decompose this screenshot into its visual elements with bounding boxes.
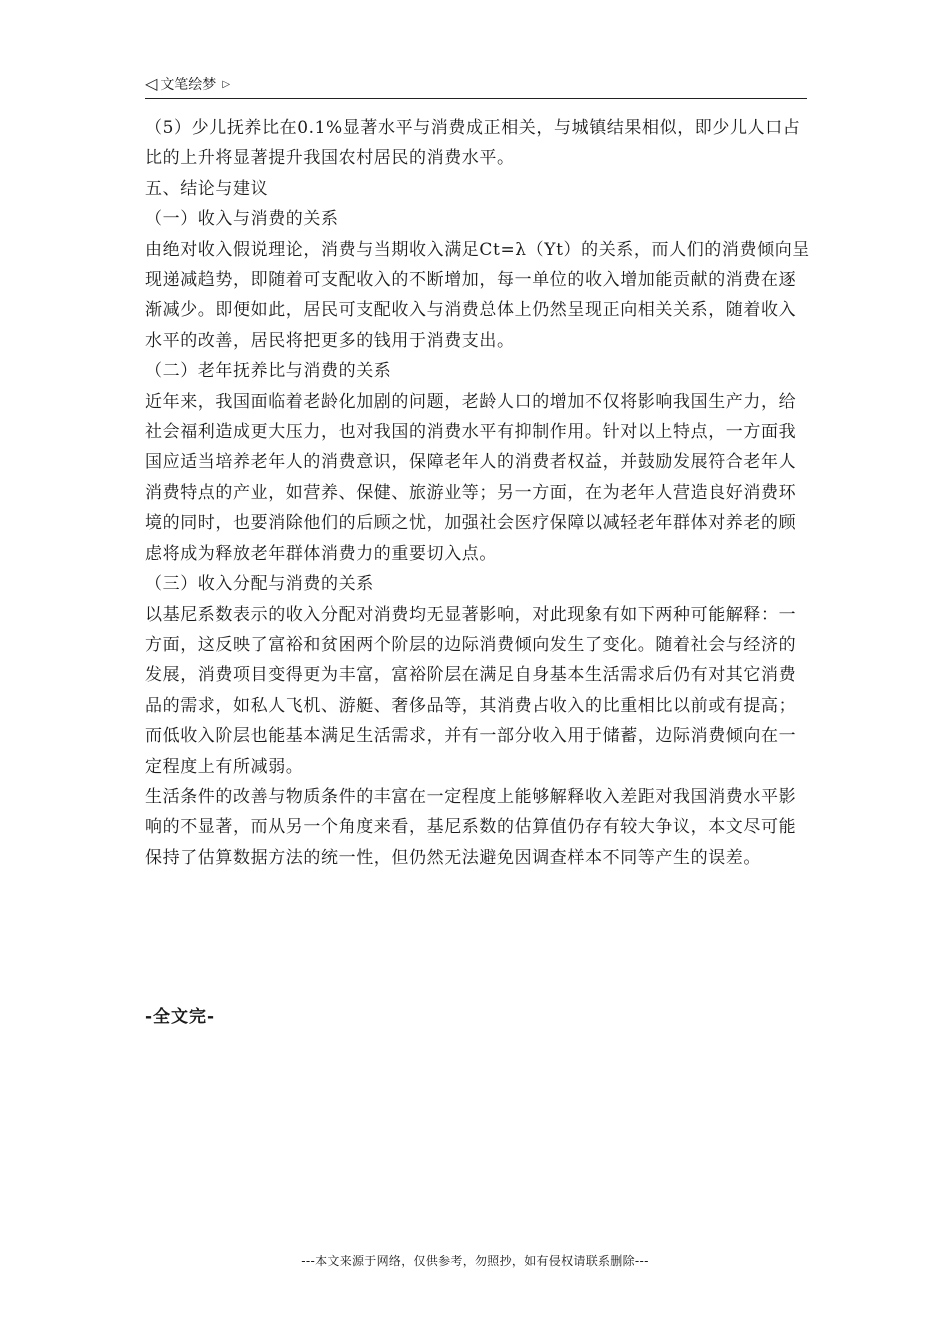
paragraph-finding-5: （5）少儿抚养比在0.1%显著水平与消费成正相关，与城镇结果相似，即少儿人口占比的上升将显著提升我国农村居民的消费水平。 [145, 118, 801, 169]
triangle-left-icon: ◁ [145, 74, 158, 93]
triangle-right-icon: ▷ [222, 79, 231, 90]
paragraph-income-distribution: 以基尼系数表示的收入分配对消费均无显著影响，对此现象有如下两种可能解释：一方面，这反映了富裕和贫困两个阶层的边际消费倾向发生了变化。随着社会与经济的发展，消费项目变得更为丰富，富裕阶层在满足自身基本生活需求后仍有对其它消费品的需求，如私人飞机、游艇、奢侈品等，其消费占收入的比重相比以前或有提高；而低收入阶层也能基本满足生活需求，并有一部分收入用于储蓄，边际消费倾向在一定程度上有所减弱。 [145, 604, 797, 777]
footer-notice: ---本文来源于网络，仅供参考，勿照抄，如有侵权请联系删除--- [301, 1254, 649, 1268]
section-heading-conclusions: 五、结论与建议 [145, 178, 269, 199]
subsection-heading-income-consumption: （一）收入与消费的关系 [145, 209, 339, 230]
document-body [145, 113, 810, 873]
paragraph-elderly-dependency: 近年来，我国面临着老龄化加剧的问题，老龄人口的增加不仅将影响我国生产力，给社会福利造成更大压力，也对我国的消费水平有抑制作用。针对以上特点，一方面我国应适当培养老年人的消费意识，保障老年人的消费者权益，并鼓励发展符合老年人消费特点的产业，如营养、保健、旅游业等；另一方面，在为老年人营造良好消费环境的同时，也要消除他们的后顾之忧，加强社会医疗保障以减轻老年群体对养老的顾虑将成为释放老年群体消费力的重要切入点。 [145, 391, 797, 564]
page-header [145, 74, 807, 99]
header-title: 文笔绘梦 [160, 77, 217, 93]
paragraph-income-consumption: 由绝对收入假说理论，消费与当期收入满足Ct=λ（Yt）的关系，而人们的消费倾向呈现递减趋势，即随着可支配收入的不断增加，每一单位的收入增加能贡献的消费在逐渐减少。即便如此，居民可支配收入与消费总体上仍然呈现正向相关关系，随着收入水平的改善，居民将把更多的钱用于消费支出。 [145, 239, 810, 351]
subsection-heading-income-distribution: （三）收入分配与消费的关系 [145, 574, 374, 595]
end-of-document-mark: -全文完- [145, 1007, 216, 1027]
paragraph-living-conditions: 生活条件的改善与物质条件的丰富在一定程度上能够解释收入差距对我国消费水平影响的不显著，而从另一个角度来看，基尼系数的估算值仍存有较大争议，本文尽可能保持了估算数据方法的统一性，但仍然无法避免因调查样本不同等产生的误差。 [145, 786, 797, 868]
subsection-heading-elderly-dependency: （二）老年抚养比与消费的关系 [145, 361, 392, 382]
